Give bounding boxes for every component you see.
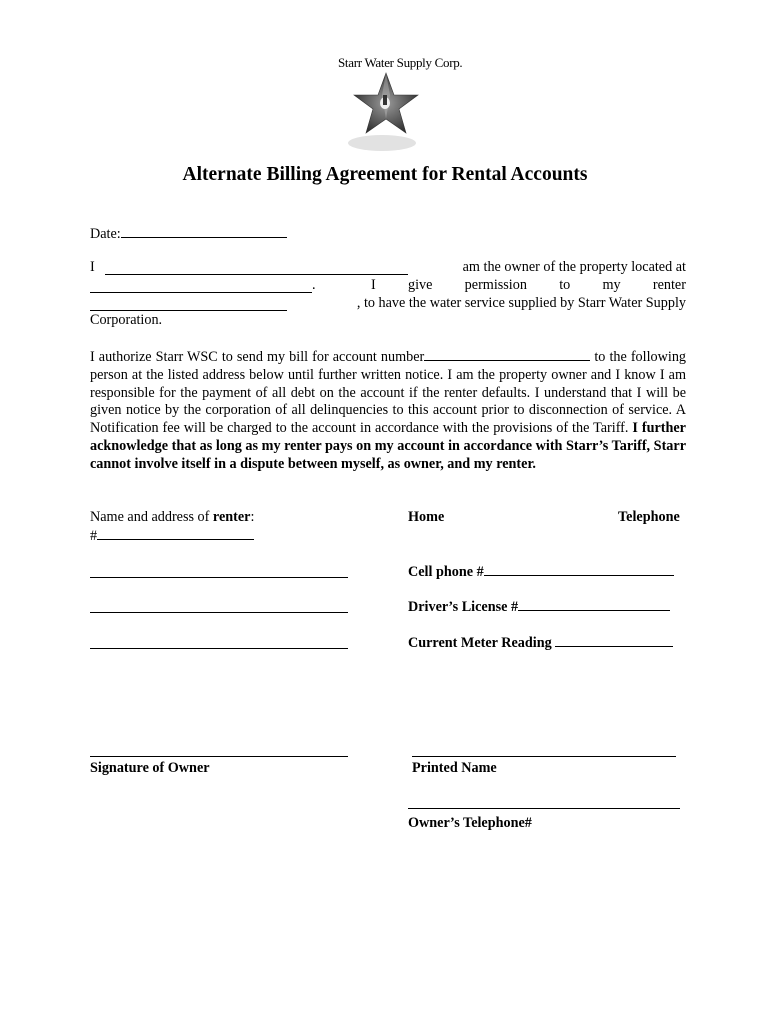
authorize-paragraph xyxy=(90,348,686,474)
owner-line3-text: , to have the water service supplied by Starr Water Supply xyxy=(356,294,686,311)
cell-phone-blank[interactable] xyxy=(484,563,674,576)
owner-i: I xyxy=(90,259,95,275)
meter-reading-label: Current Meter Reading xyxy=(408,635,552,651)
account-number-blank[interactable] xyxy=(424,348,590,361)
renter-account-blank[interactable] xyxy=(97,527,254,540)
logo-text: Starr Water Supply Corp. xyxy=(338,55,463,70)
renter-address-line-3[interactable] xyxy=(90,648,348,649)
owner-signature-line[interactable] xyxy=(90,756,348,757)
authorize-bold: I further acknowledge that as long as my renter pays on my account in accordance with Starr’s Tariff, Starr cannot involve itself in a dispute between myself, as owner, and my renter. xyxy=(90,420,686,472)
drivers-license-label: Driver’s License # xyxy=(408,599,519,615)
owner-line4-text: Corporation. xyxy=(90,312,163,329)
cell-phone-label: Cell phone # xyxy=(408,564,484,580)
owner-line2: I give permission to my renter xyxy=(371,276,686,293)
date-label: Date: xyxy=(90,226,121,242)
owner-paragraph: I am the owner of the property located at . I give permission to my renter , to have the water service supplied by Starr Water Supply Corporation. xyxy=(90,259,686,329)
owner-line1-text: am the owner of the property located at xyxy=(462,259,686,275)
owner-telephone-label: Owner’s Telephone# xyxy=(408,815,532,831)
owner-telephone-line[interactable] xyxy=(408,808,680,809)
renter-hash: # xyxy=(90,528,98,544)
meter-reading-blank[interactable] xyxy=(555,634,673,647)
renter-hash-row xyxy=(90,527,254,545)
document-title: Alternate Billing Agreement for Rental Accounts xyxy=(182,164,588,185)
drivers-license-row xyxy=(408,598,670,616)
owner-signature-label: Signature of Owner xyxy=(90,760,210,776)
date-blank[interactable] xyxy=(121,225,287,238)
printed-name-line[interactable] xyxy=(412,756,676,757)
home-label: Home xyxy=(408,509,445,525)
renter-address-line-2[interactable] xyxy=(90,612,348,613)
drivers-license-blank[interactable] xyxy=(518,598,670,611)
authorize-start: I authorize Starr WSC to send my bill for account number xyxy=(90,349,425,365)
company-logo xyxy=(330,45,463,155)
meter-reading-row xyxy=(408,634,673,652)
property-location-blank[interactable] xyxy=(90,280,312,293)
date-row xyxy=(90,225,686,244)
renter-name-blank[interactable] xyxy=(90,298,287,311)
authorize-body: to the following person at the listed address below until further written notice. I am the property owner and I know I am responsible for the payment of all debt on the account if the renter defaults. I understand that I will be given notice by the corporation of all delinquencies to this account prior to disconnection of service. A Notification fee will be charged to the account in accordance with the provisions of the Tariff. xyxy=(90,349,687,437)
renter-label: Name and address of renter: xyxy=(90,509,255,525)
owner-name-blank[interactable] xyxy=(105,262,408,275)
printed-name-label: Printed Name xyxy=(412,760,497,776)
cell-phone-row xyxy=(408,563,674,581)
renter-address-line-1[interactable] xyxy=(90,577,348,578)
telephone-label: Telephone xyxy=(618,509,680,525)
